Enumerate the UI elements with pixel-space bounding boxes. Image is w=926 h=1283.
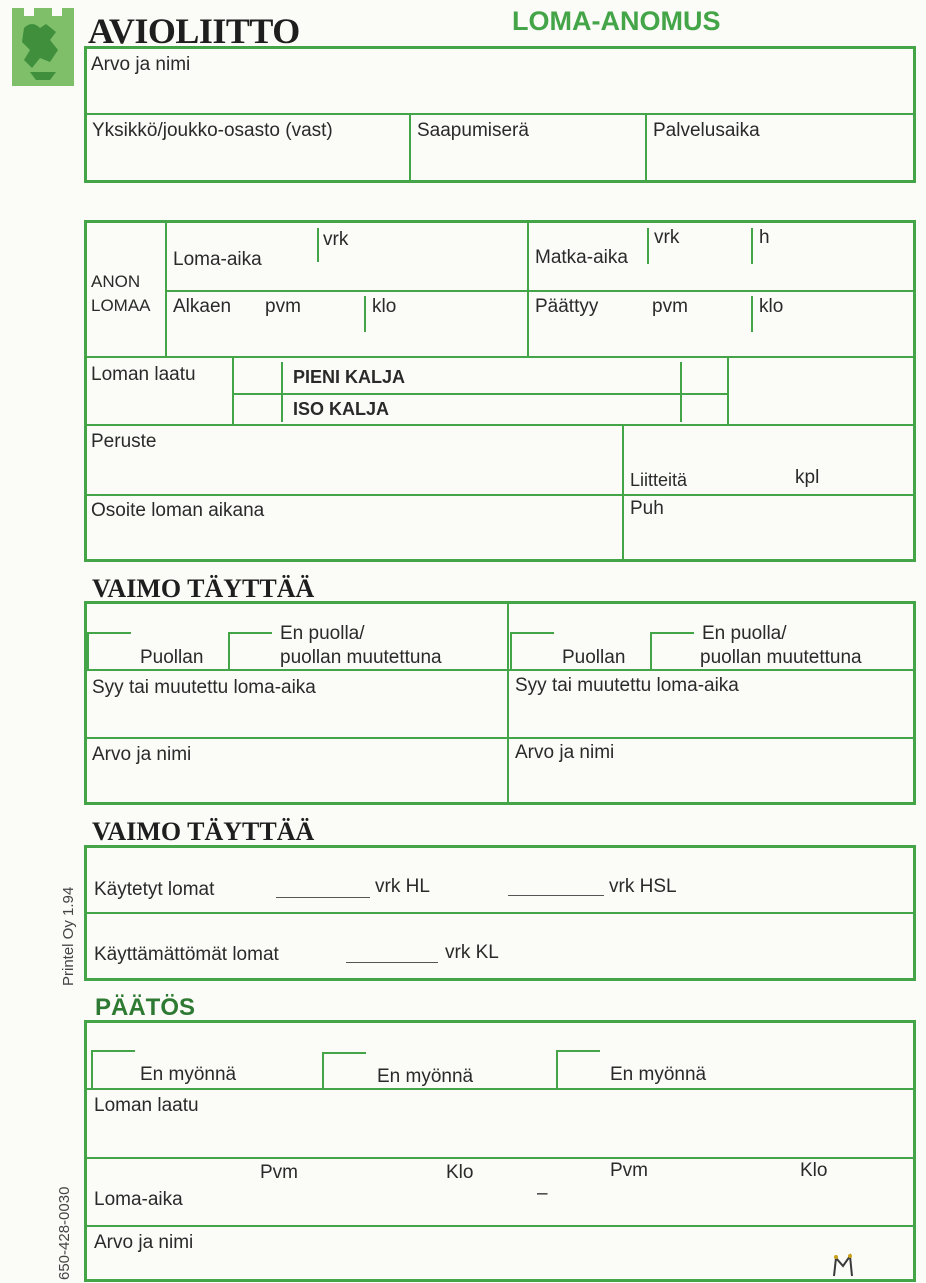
deny-label-3: En myönnä <box>610 1064 707 1085</box>
anon-label: ANON <box>91 272 141 291</box>
decision-leave-time-label: Loma-aika <box>94 1189 183 1210</box>
ending-label: Päättyy <box>535 296 599 317</box>
travel-vrk-label: vrk <box>654 227 680 248</box>
start-date-label: pvm <box>265 296 301 317</box>
lomaa-label: LOMAA <box>91 296 151 315</box>
starting-label: Alkaen <box>173 296 232 317</box>
decision-dash: – <box>537 1183 548 1204</box>
decision-heading: PÄÄTÖS <box>95 994 196 1021</box>
end-time-label: klo <box>759 296 784 317</box>
wife-approval-box <box>84 601 916 805</box>
arrival-label: Saapumiserä <box>417 120 529 141</box>
decision-end-date-label: Pvm <box>610 1160 648 1181</box>
not-support-line1-left: En puolla/ <box>280 623 365 644</box>
used-leave-label: Käytetyt lomat <box>94 879 215 900</box>
decision-start-date-label: Pvm <box>260 1162 298 1183</box>
deny-label-2: En myönnä <box>377 1066 474 1087</box>
wife-rank-name-right: Arvo ja nimi <box>515 742 615 763</box>
option-big-beer[interactable]: ISO KALJA <box>293 399 390 419</box>
rank-name-label: Arvo ja nimi <box>91 54 191 75</box>
wife-rank-name-left: Arvo ja nimi <box>92 744 192 765</box>
wife-section-heading-2: VAIMO TÄYTTÄÄ <box>92 817 315 846</box>
vrk-hsl-label: vrk HSL <box>609 876 677 897</box>
deny-checkbox-1[interactable] <box>91 1050 135 1088</box>
service-label: Palvelusaika <box>653 120 760 141</box>
decision-end-time-label: Klo <box>800 1160 828 1181</box>
vrk-label: vrk <box>323 229 349 250</box>
support-checkbox-right[interactable] <box>510 632 554 670</box>
unit-label: Yksikkö/joukko-osasto (vast) <box>92 120 333 141</box>
not-support-checkbox-left[interactable] <box>228 632 272 670</box>
phone-label: Puh <box>630 498 664 519</box>
decision-leave-type-label: Loman laatu <box>94 1095 199 1116</box>
reason-label: Peruste <box>91 431 157 452</box>
support-label-right: Puollan <box>562 647 626 668</box>
vrk-hl-label: vrk HL <box>375 876 430 897</box>
reason-changed-label-right: Syy tai muutettu loma-aika <box>515 675 739 696</box>
end-date-label: pvm <box>652 296 688 317</box>
deny-label-1: En myönnä <box>140 1064 237 1085</box>
pcs-label: kpl <box>795 467 820 488</box>
not-support-line2-left: puollan muutettuna <box>280 647 442 668</box>
stamp-mark-icon <box>828 1252 858 1278</box>
unused-leave-label: Käyttämättömät lomat <box>94 944 279 965</box>
leave-type-label: Loman laatu <box>91 364 196 385</box>
wife-section-heading-1: VAIMO TÄYTTÄÄ <box>92 574 315 603</box>
leave-time-label: Loma-aika <box>173 249 262 270</box>
address-label: Osoite loman aikana <box>91 500 265 521</box>
printer-imprint: Printel Oy 1.94 <box>60 886 77 986</box>
deny-checkbox-3[interactable] <box>556 1050 600 1088</box>
support-label-left: Puollan <box>140 647 204 668</box>
reason-changed-label-left: Syy tai muutettu loma-aika <box>92 677 316 698</box>
vrk-kl-label: vrk KL <box>445 942 499 963</box>
start-time-label: klo <box>372 296 397 317</box>
not-support-line1-right: En puolla/ <box>702 623 787 644</box>
support-checkbox-left[interactable] <box>87 632 131 670</box>
travel-time-label: Matka-aika <box>535 247 628 268</box>
decision-rank-name-label: Arvo ja nimi <box>94 1232 194 1253</box>
decision-box <box>84 1020 916 1282</box>
lion-crest-icon <box>10 6 76 88</box>
attachments-label: Liitteitä <box>630 470 688 490</box>
hours-label: h <box>759 227 770 248</box>
org-name: AVIOLIITTO <box>88 11 300 51</box>
not-support-line2-right: puollan muutettuna <box>700 647 862 668</box>
decision-start-time-label: Klo <box>446 1162 474 1183</box>
form-title: LOMA-ANOMUS <box>512 6 721 36</box>
option-small-beer[interactable]: PIENI KALJA <box>293 367 406 387</box>
form-code: 650-428-0030 <box>56 1186 73 1280</box>
deny-checkbox-2[interactable] <box>322 1052 366 1090</box>
not-support-checkbox-right[interactable] <box>650 632 694 670</box>
